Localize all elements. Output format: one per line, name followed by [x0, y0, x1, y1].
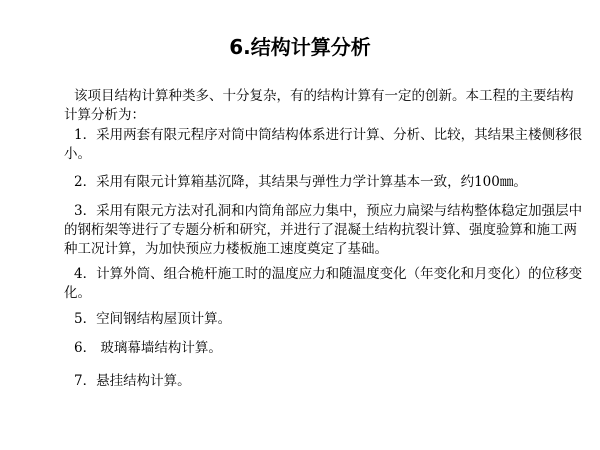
list-item-5: 5．空间钢结构屋顶计算。	[74, 311, 232, 327]
list-item-4: 4．计算外筒、组合桅杆施工时的温度应力和随温度变化（年变化和月变化）的位移变化。	[64, 266, 583, 301]
slide-title: 6.结构计算分析	[229, 35, 371, 59]
list-item-7: 7．悬挂结构计算。	[74, 373, 191, 389]
intro-paragraph: 该项目结构计算种类多、十分复杂，有的结构计算有一定的创新。本工程的主要结构计算分析为：	[64, 88, 574, 123]
list-item-2: 2．采用有限元计算箱基沉降，其结果与弹性力学计算基本一致，约100㎜。	[74, 174, 527, 190]
list-item-1: 1．采用两套有限元程序对筒中筒结构体系进行计算、分析、比较，其结果主楼侧移很小。	[64, 127, 583, 162]
list-item-6: 6． 玻璃幕墙结构计算。	[74, 340, 222, 356]
list-item-3: 3．采用有限元方法对孔洞和内筒角部应力集中，预应力扁梁与结构整体稳定加强层中的钢桁架等进行了专题分析和研究，并进行了混凝土结构抗裂计算、强度验算和施工两种工况计算，为加快预应力楼板施工速度奠定了基础。	[64, 203, 583, 257]
